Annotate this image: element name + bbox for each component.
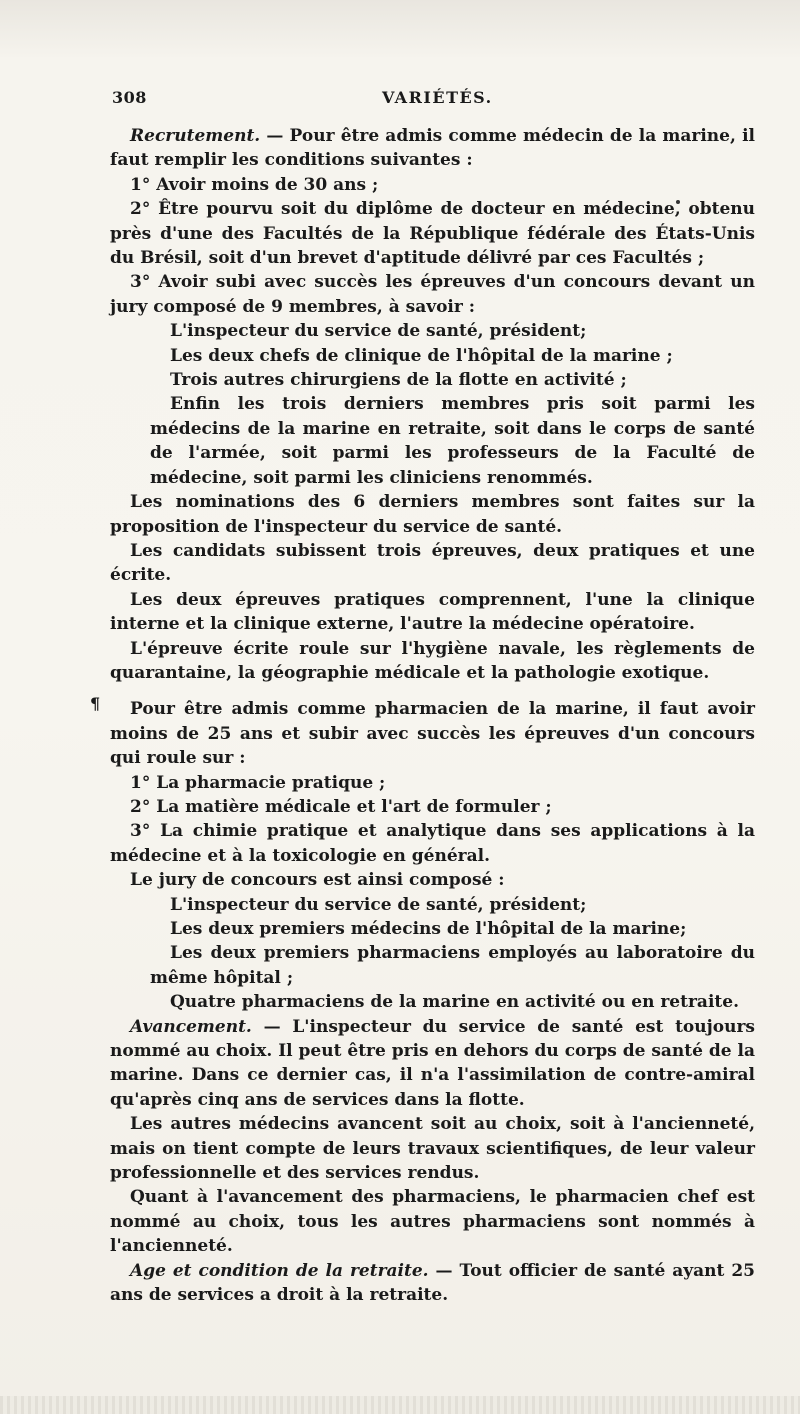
jury-pharm-member-3: Les deux premiers pharmaciens employés au laboratoire du même hôpital ; [150, 943, 755, 988]
jury-member-1: L'inspecteur du service de santé, président; [170, 321, 587, 342]
epreuves-pratiques-paragraph: Les deux épreuves pratiques comprennent, l'une la clinique interne et la clinique externe, l'autre la médecine opératoire. [110, 589, 755, 635]
avancement-text: — L'inspecteur du service de santé est toujours nommé au choix. Il peut être pris en dehors du corps de santé de la marine. Dans ce dernier cas, il n'a l'assimilation de contre-amiral qu'après cinq ans de services dans la flotte. [110, 1016, 755, 1110]
page-number: 308 [112, 88, 147, 107]
pharm-subject-3: 3° La chimie pratique et analytique dans ses applications à la médecine et à la toxicologie en général. [110, 821, 755, 866]
avancement-pharmaciens-paragraph: Quant à l'avancement des pharmaciens, le pharmacien chef est nommé au choix, tous les autres pharmaciens sont nommés à l'ancienneté. [110, 1187, 755, 1257]
avancement-heading: Avancement. [130, 1016, 252, 1037]
avancement-paragraph [110, 1015, 755, 1113]
section-gap [110, 685, 755, 697]
jury-list [110, 319, 755, 392]
jury-pharm-member-1: L'inspecteur du service de santé, président; [170, 894, 587, 915]
running-title: VARIÉTÉS. [382, 88, 493, 107]
pharmacien-intro-paragraph: Pour être admis comme pharmacien de la marine, il faut avoir moins de 25 ans et subir avec succès les épreuves d'un concours qui roule sur : [110, 699, 755, 769]
avancement-medecins-paragraph: Les autres médecins avancent soit au choix, soit à l'ancienneté, mais on tient compte de leurs travaux scientifiques, de leur valeur professionnelle et des services rendus. [110, 1114, 755, 1184]
margin-mark: ¶ [90, 694, 101, 713]
jury-pharm-list-end [110, 990, 755, 1014]
jury-member-3: Trois autres chirurgiens de la flotte en activité ; [170, 370, 627, 391]
recrutement-intro: — Pour être admis comme médecin de la marine, il faut remplir les conditions suivantes : [110, 126, 755, 171]
jury-member-4: Enfin les trois derniers membres pris soit parmi les médecins de la marine en retraite, soit dans le corps de santé de l'armée, soit parmi les professeurs de la Faculté de médecine, soit parmi les cliniciens renommés. [150, 394, 755, 488]
jury-pharm-member-2: Les deux premiers médecins de l'hôpital de la marine; [170, 919, 687, 939]
scan-bottom-edge [0, 1396, 800, 1414]
pharm-subject-2: 2° La matière médicale et l'art de formuler ; [130, 796, 552, 817]
nominations-paragraph: Les nominations des 6 derniers membres sont faites sur la proposition de l'inspecteur du service de santé. [110, 492, 755, 537]
condition-2: 2° Être pourvu soit du diplôme de docteur en médecine, obtenu près d'une des Facultés de la République fédérale des États-Unis du Brésil, soit d'un brevet d'aptitude délivré par ces Facultés ; [110, 199, 755, 269]
jury-member-2: Les deux chefs de clinique de l'hôpital de la marine ; [170, 345, 673, 366]
condition-1: 1° Avoir moins de 30 ans ; [130, 174, 379, 195]
retraite-heading: Age et condition de la retraite. [130, 1260, 429, 1281]
retraite-paragraph [110, 1259, 755, 1308]
recrutement-paragraph [110, 124, 755, 173]
body-text [110, 124, 755, 1308]
condition-3: 3° Avoir subi avec succès les épreuves d'un concours devant un jury composé de 9 membres, à savoir : [110, 272, 755, 317]
page-header [112, 88, 752, 112]
jury-pharm-intro: Le jury de concours est ainsi composé : [130, 870, 505, 891]
recrutement-heading: Recrutement. [130, 126, 261, 146]
jury-pharm-member-4: Quatre pharmaciens de la marine en activité ou en retraite. [170, 992, 739, 1013]
jury-pharm-list [110, 893, 755, 942]
candidats-paragraph: Les candidats subissent trois épreuves, deux pratiques et une écrite. [110, 540, 755, 586]
epreuve-ecrite-paragraph: L'épreuve écrite roule sur l'hygiène navale, les règlements de quarantaine, la géographie médicale et la pathologie exotique. [110, 638, 755, 683]
pharm-subject-1: 1° La pharmacie pratique ; [130, 772, 386, 793]
retraite-text: — Tout officier de santé ayant 25 ans de services a droit à la retraite. [110, 1260, 756, 1306]
